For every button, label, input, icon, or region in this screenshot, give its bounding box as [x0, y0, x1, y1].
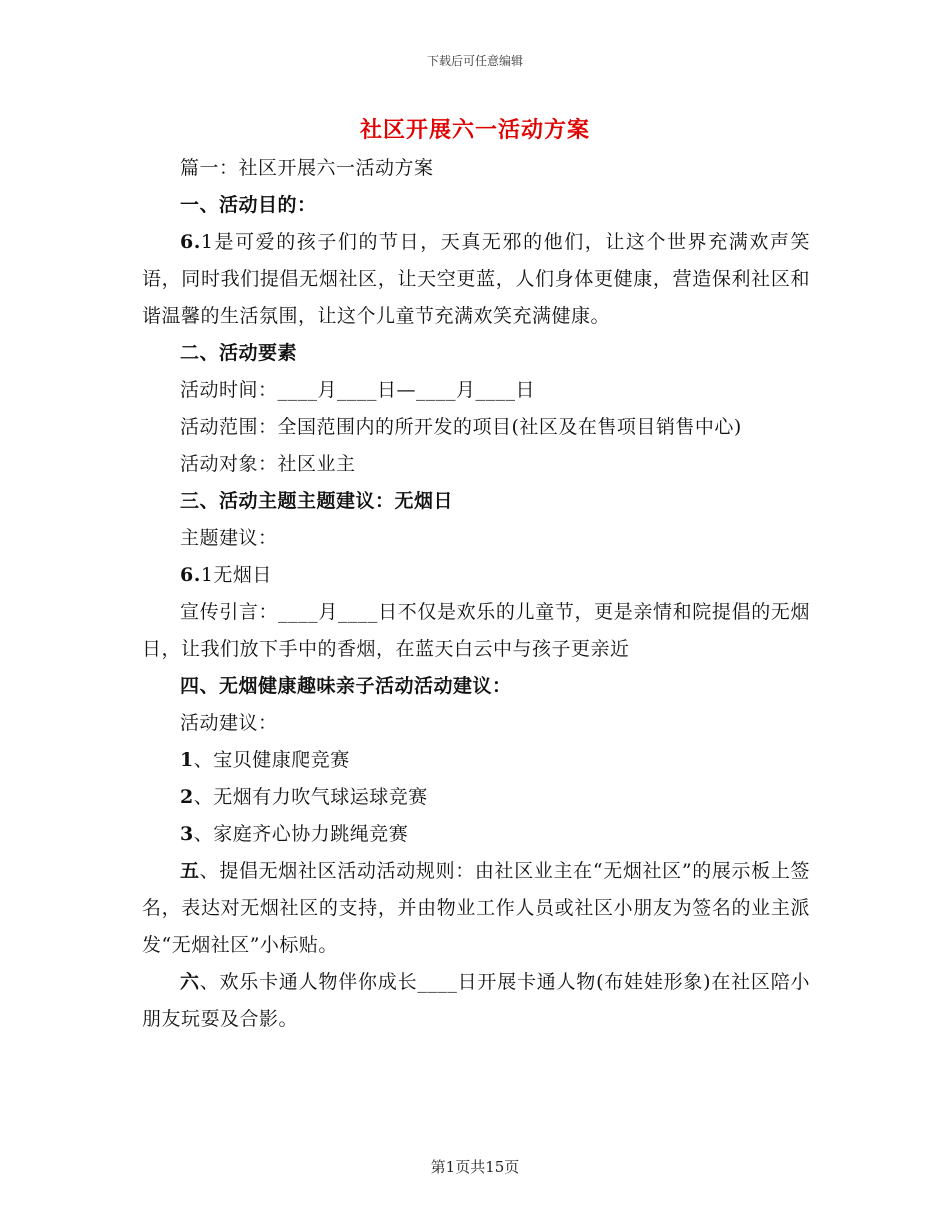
list-item-text: 、家庭齐心协力跳绳竞赛	[193, 823, 409, 845]
paragraph-text: 1无烟日	[200, 564, 272, 586]
section-heading-purpose: 一、活动目的：	[180, 194, 317, 216]
paragraph-activity-suggestion: 活动建议：	[180, 712, 278, 734]
section-heading-theme: 三、活动主题主题建议：无烟日	[180, 490, 454, 512]
document-title: 社区开展六一活动方案	[359, 117, 590, 143]
list-item-number: 1	[180, 749, 194, 771]
paragraph-lead: 6.	[180, 231, 201, 253]
list-item-number: 3	[180, 823, 194, 845]
list-item	[142, 742, 810, 779]
list-item-number: 2	[180, 786, 194, 808]
page-number: 第1页共15页	[430, 1158, 520, 1176]
paragraph-text: 、欢乐卡通人物伴你成长____日开展卡通人物(布娃娃形象)在社区陪小朋友玩耍及合影。	[142, 971, 810, 1030]
paragraph-chapter-heading: 篇一：社区开展六一活动方案	[180, 157, 434, 179]
paragraph-activity-target: 活动对象：社区业主	[180, 453, 356, 475]
paragraph-slogan: 宣传引言：____月____日不仅是欢乐的儿童节，更是亲情和院提倡的无烟日，让我们放下手中的香烟，在蓝天白云中与孩子更亲近	[142, 601, 810, 660]
list-item	[142, 816, 810, 853]
section-heading-elements: 二、活动要素	[180, 342, 298, 364]
paragraph-lead: 6.	[180, 564, 201, 586]
list-item-text: 、宝贝健康爬竞赛	[193, 749, 350, 771]
header-note: 下载后可任意编辑	[426, 54, 523, 68]
paragraph-cartoon	[142, 964, 810, 1038]
paragraph-theme-suggestion: 主题建议：	[180, 527, 278, 549]
paragraph-activity-scope: 活动范围：全国范围内的所开发的项目(社区及在售项目销售中心)	[180, 416, 742, 438]
paragraph-theme-name	[142, 557, 810, 594]
paragraph-text: 、提倡无烟社区活动活动规则：由社区业主在“无烟社区”的展示板上签名，表达对无烟社区的支持，并由物业工作人员或社区小朋友为签名的业主派发“无烟社区”小标贴。	[142, 860, 810, 956]
paragraph-purpose	[142, 224, 810, 335]
paragraph-text: 1是可爱的孩子们的节日，天真无邪的他们，让这个世界充满欢声笑语，同时我们提倡无烟社区，让天空更蓝，人们身体更健康，营造保利社区和谐温馨的生活氛围，让这个儿童节充满欢笑充满健康。	[142, 231, 810, 327]
list-item-text: 、无烟有力吹气球运球竞赛	[193, 786, 428, 808]
paragraph-lead: 六	[180, 971, 200, 993]
paragraph-lead: 五	[180, 860, 200, 882]
paragraph-activity-time: 活动时间：____月____日—____月____日	[180, 379, 536, 401]
paragraph-rules	[142, 853, 810, 964]
list-item	[142, 779, 810, 816]
document-body	[142, 150, 810, 1038]
section-heading-activities: 四、无烟健康趣味亲子活动活动建议：	[180, 675, 512, 697]
